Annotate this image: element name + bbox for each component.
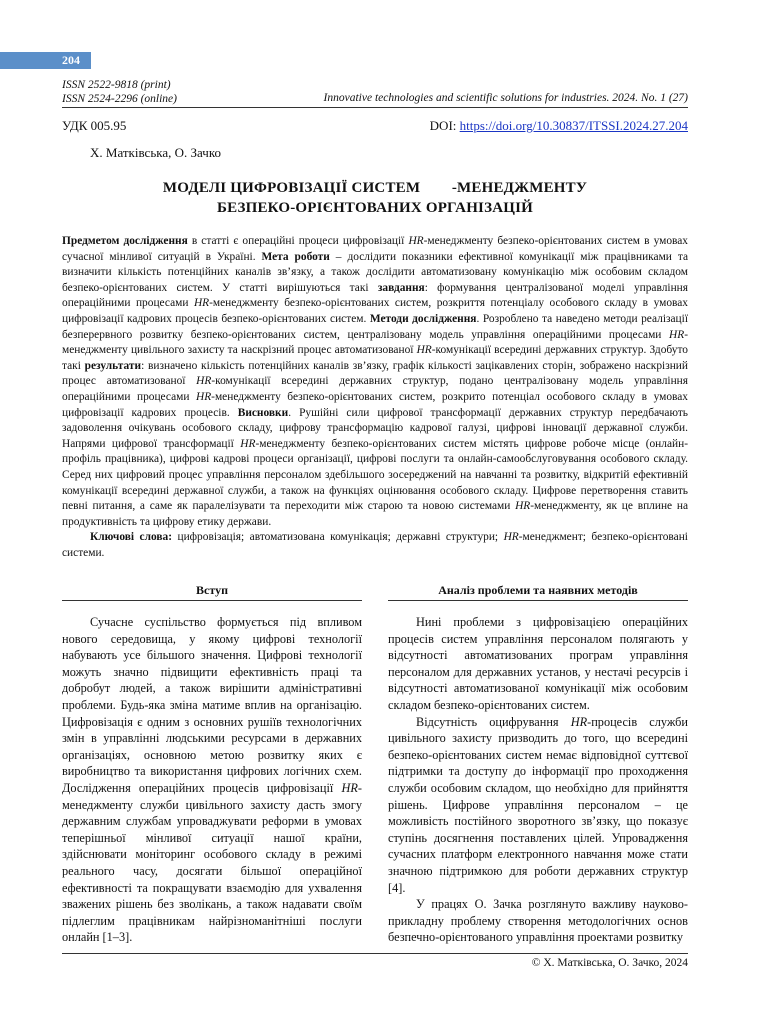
article-title xyxy=(62,178,688,218)
issn-block xyxy=(62,79,177,106)
abstract-text-run: -менеджменту, як це вплине на продуктивність та цифрову етику держави. xyxy=(62,500,688,528)
hr-term: HR xyxy=(240,437,256,450)
paragraph-text-run: -менеджменту служби цивільного захисту дасть змогу державним службам упроваджувати реформи в умовах теперішньої мінливої ситуації нашої країни, здійснювати моніторинг особового складу в режимі реального часу, досягати більшої операційної ефективності та покращувати взаємодію для ухвалення зважених рішень без зволікань, а також надавати своїм підлеглим працівникам найрізноманітніші послуги онлайн [1–3]. xyxy=(62,780,362,945)
abstract-conclusions-label: Висновки xyxy=(237,406,289,419)
analysis-paragraph-1: Нині проблеми з цифровізацією операційних процесів систем управління персоналом полягають у відсутності автоматизованих програм управління персоналом для державних установ, у нестачі ресурсів і відсутності автоматизованої комунікації між особовим складом безпеко-орієнтованих систем. xyxy=(388,615,688,712)
abstract-text-run: . Розроблено та наведено методи реалізації безперервного розвитку безпеко-орієнтованих систем, централізовану модель управління операційними процесами xyxy=(62,312,688,341)
abstract-text-run: -менеджменту безпеко-орієнтованих систем, розкриття потенціалу особового складу в умовах цифровізації кадрових процесів безпеко-орієнтованих систем. xyxy=(62,297,688,325)
keywords-text-run: цифровізація; автоматизована комунікація; державні структури; xyxy=(172,531,504,544)
page-number: 204 xyxy=(62,53,80,67)
hr-term: HR xyxy=(570,714,588,729)
analysis-column xyxy=(388,614,688,946)
abstract-subject-label: Предметом дослідження xyxy=(62,235,188,247)
title-line-2: БЕЗПЕКО-ОРІЄНТОВАНИХ ОРГАНІЗАЦІЙ xyxy=(216,200,534,216)
hr-term: HR xyxy=(503,531,519,544)
hr-term: HR xyxy=(341,780,358,795)
issn-online: ISSN 2524-2296 (online) xyxy=(62,92,177,105)
hr-term: HR xyxy=(195,390,212,403)
abstract-text-run: -менеджменту безпеко-орієнтованих систем, розкрито потенціал особового складу в умовах цифровізації кадрових процесів. xyxy=(62,390,688,419)
abstract-tasks-label: завдання xyxy=(377,281,425,294)
hr-term: HR xyxy=(515,500,531,513)
hr-term: HR xyxy=(416,344,432,357)
analysis-paragraph-2 xyxy=(388,714,688,897)
analysis-heading-rule xyxy=(388,600,688,601)
abstract-methods-label: Методи дослідження xyxy=(369,312,477,325)
header-divider xyxy=(62,107,688,108)
abstract-text xyxy=(62,234,688,530)
journal-title: Innovative technologies and scientific solutions for industries. 2024. No. 1 (27) xyxy=(323,92,688,104)
footer-divider xyxy=(62,953,688,954)
abstract-text-run: . Рушійні сили цифрової трансформації державних структур передбачають задоволення очікувань особового складу, цифрову трансформацію кадрової галузі, цифрові інновації державної служби. Напрями цифрової трансформації xyxy=(62,406,688,450)
intro-paragraph-1 xyxy=(62,614,362,946)
keywords xyxy=(62,530,688,561)
abstract-text-run: – дослідити показники ефективної комунікації між працівниками та визначити кількість потенційних каналів зв’язку, а також дослідити автоматизовану комунікацію між особовим складом безпеко-орієнтованих систем. У статті вирішуються такі xyxy=(62,250,689,294)
abstract-text-run: в статті є операційні процеси цифровізації xyxy=(187,235,409,247)
issn-print: ISSN 2522-9818 (print) xyxy=(62,79,171,91)
abstract-text-run: -менеджменту безпеко-орієнтованих систем в умовах сучасної мінливої ситуацій в Україні. xyxy=(62,235,688,263)
hr-term: HR xyxy=(196,375,212,388)
analysis-paragraph-3: У працях О. Зачка розглянуто важливу науково-прикладну проблему створення методологічних основ безпечно-орієнтованого управління проектами розвитку xyxy=(388,897,688,945)
doi-link[interactable]: https://doi.org/10.30837/ITSSI.2024.27.204 xyxy=(459,118,688,133)
abstract-text-run: -менеджменту безпеко-орієнтованих систем містять цифрове робоче місце (онлайн-профіль працівника), цифрові кадрові процеси організації, цифрові послуги та онлайн-самообслуговування особового складу. Серед них цифровий процес управління персоналом здебільшого зосереджений на навчанні та розвитку, відкритій ефективній комунікації всередині державної служби, а також на функціях оцінювання особового складу. Цифрове перетворення ставить певні питання, а саме як паралелізувати та переходити між старою та новою системами xyxy=(62,437,689,513)
copyright: © Х. Матківська, О. Зачко, 2024 xyxy=(531,957,688,969)
keywords-text-run: -менеджмент; безпеко-орієнтовані системи. xyxy=(62,531,688,559)
intro-column xyxy=(62,614,362,946)
page-number-badge xyxy=(0,52,91,69)
abstract-text-run: : формування централізованої моделі управління операційними процесами xyxy=(62,281,688,310)
hr-term: HR xyxy=(669,328,685,341)
title-line-1: МОДЕЛІ ЦИФРОВІЗАЦІЇ СИСТЕМ -МЕНЕДЖМЕНТУ xyxy=(162,180,588,196)
abstract-text-run: -комунікації всередині державних структур. Здобуто такі xyxy=(62,344,688,372)
udk-code: УДК 005.95 xyxy=(62,118,127,133)
abstract-text-run: -комунікації всередині державних структур, подано централізовану модель управління операційними процесами xyxy=(62,375,688,403)
abstract-text-run: : визначено кількість потенційних каналів зв’язку, графік кількості зацікавлених сторін, зображено наскрізний процес автоматизованої xyxy=(62,359,688,388)
paragraph-text-run: Сучасне суспільство формується під впливом нового середовища, у якому цифрові технології набувають усе більшого значення. Цифрові технології можуть значно підвищити ефективність праці та добробут людей, а також вирішити адміністративні проблеми. Будь-яка зміна матиме вплив на організацію. Цифровізація є одним з основних рушіїв технологічних змін в управлінні людськими ресурсами в державних організаціях, основною метою розвитку яких є виробництво та використання цифрових логічних схем. Дослідження операційних процесів цифровізації xyxy=(62,615,362,795)
intro-heading-rule xyxy=(62,600,362,601)
hr-term: HR xyxy=(408,235,424,247)
paragraph-text-run: Відсутність оцифрування xyxy=(416,714,571,729)
paragraph-text-run: -процесів служби цивільного захисту призводить до того, що всередині безпеко-орієнтованих систем немає відповідної суттєвої підтримки та доступу до інформації про проходження служби особовим складом, що необхідно для прийняття рішень. Цифрове управління персоналом – це можливість постійного зворотного зв’язку, що показує ступінь досягнення поставлених цілей. Упровадження сучасних платформ електронного навчання може стати значною підтримкою для роботи державних структур [4]. xyxy=(388,714,688,895)
authors: Х. Матківська, О. Зачко xyxy=(90,145,221,160)
hr-term: HR xyxy=(193,297,210,310)
abstract-goal-label: Мета роботи xyxy=(261,250,330,263)
analysis-heading: Аналіз проблеми та наявних методів xyxy=(438,583,638,597)
abstract xyxy=(62,234,688,561)
intro-heading: Вступ xyxy=(196,583,228,597)
abstract-results-label: результати xyxy=(84,359,142,372)
keywords-label: Ключові слова: xyxy=(90,531,173,544)
doi-label: DOI: xyxy=(429,118,457,133)
doi-line xyxy=(430,118,688,134)
abstract-text-run: -менеджменту цивільного захисту та наскрізний процес автоматизованої xyxy=(62,328,688,357)
